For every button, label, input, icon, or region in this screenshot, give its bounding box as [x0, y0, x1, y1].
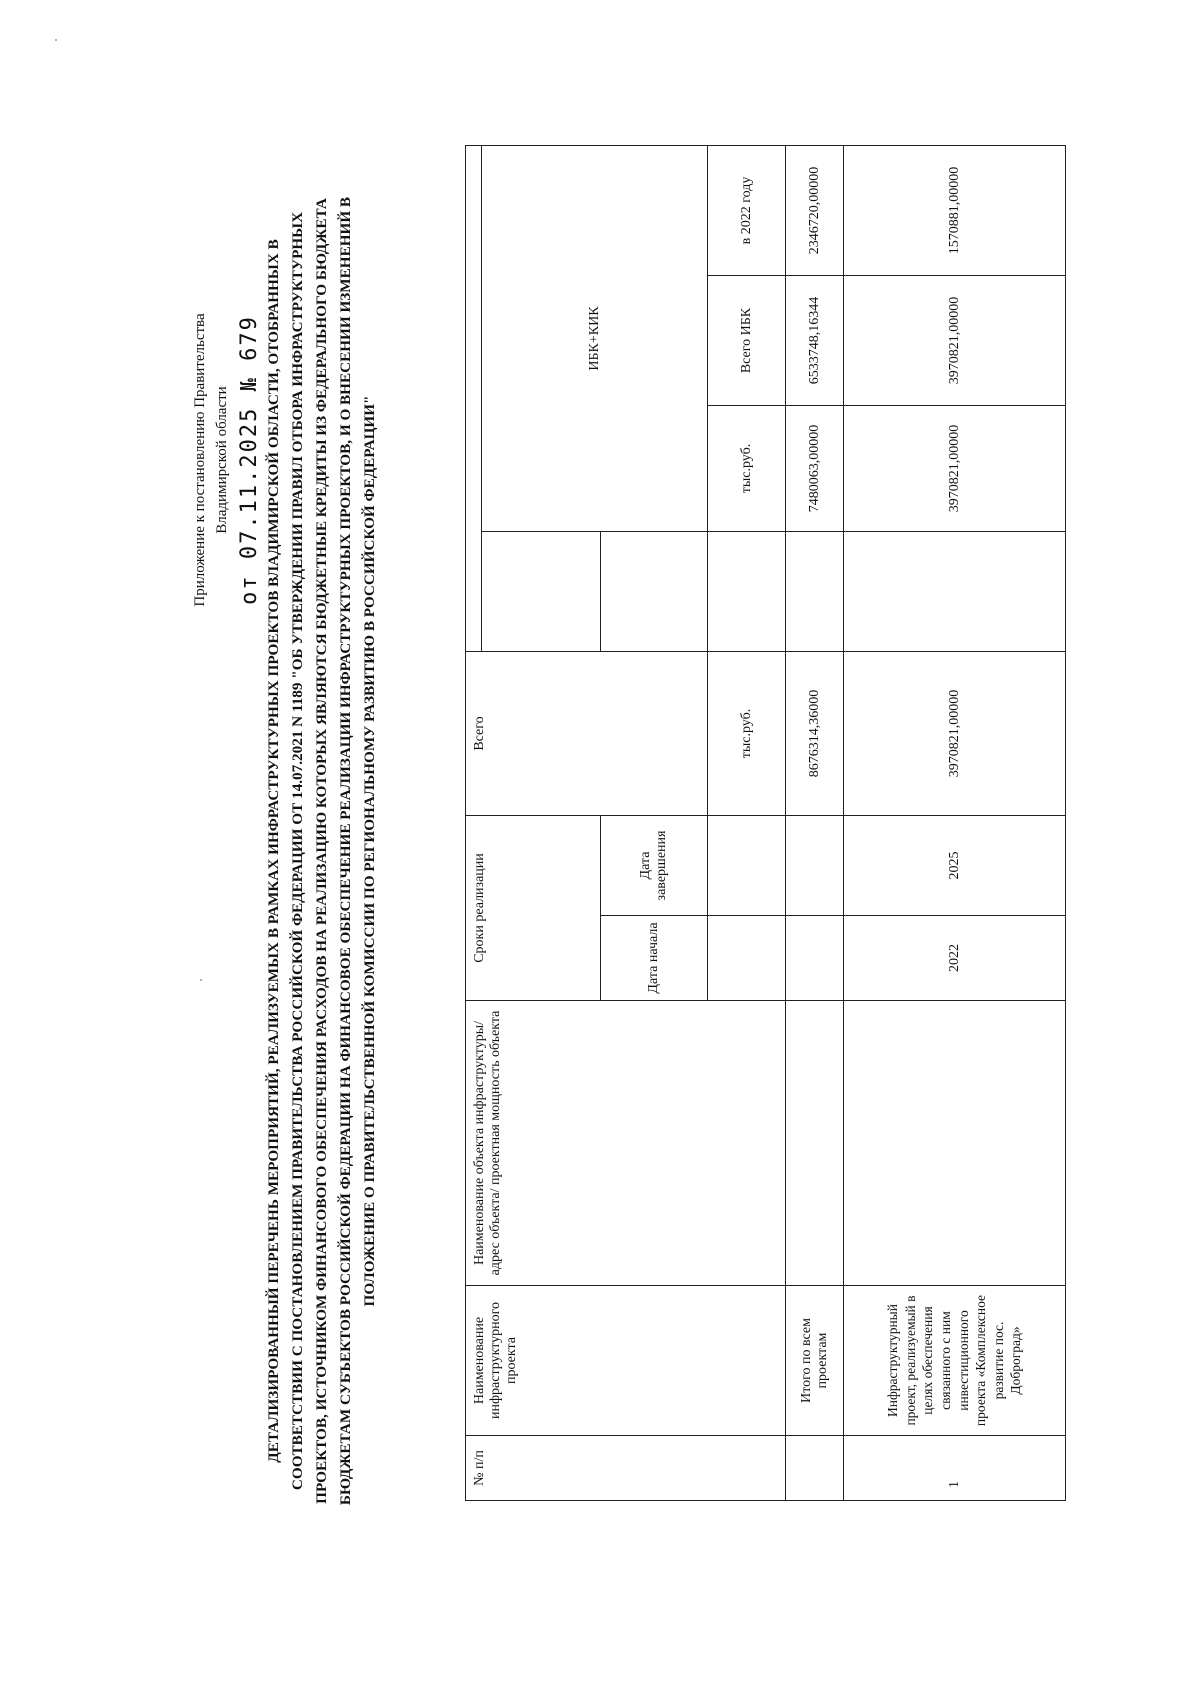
total-start — [786, 916, 844, 1001]
document-title: ДЕТАЛИЗИРОВАННЫЙ ПЕРЕЧЕНЬ МЕРОПРИЯТИЙ, РЕАЛИЗУЕМЫХ В РАМКАХ ИНФРАСТРУКТУРНЫХ ПРОЕКТОВ ВЛАДИМИРСКОЙ ОБЛАСТИ, ОТОБРАННЫХ В СООТВЕТСТВИИ С ПОСТАНОВЛЕНИЕМ ПРАВИТЕЛЬСТВА РОССИЙСКОЙ ФЕДЕРАЦИИ ОТ 14.07.2021 N 1189 "ОБ УТВЕРЖДЕНИИ ПРАВИЛ ОТБОРА ИНФРАСТРУКТУРНЫХ ПРОЕКТОВ, ИСТОЧНИКОМ ФИНАНСОВОГО ОБЕСПЕЧЕНИЯ РАСХОДОВ НА РЕАЛИЗАЦИЮ КОТОРЫХ ЯВЛЯЮТСЯ БЮДЖЕТНЫЕ КРЕДИТЫ ИЗ ФЕДЕРАЛЬНОГО БЮДЖЕТА БЮДЖЕТАМ СУБЪЕКТОВ РОССИЙСКОЙ ФЕДЕРАЦИИ НА ФИНАНСОВОЕ ОБЕСПЕЧЕНИЕ РЕАЛИЗАЦИИ ИНФРАСТРУКТУРНЫХ ПРОЕКТОВ, И О ВНЕСЕНИИ ИЗМЕНЕНИЙ В ПОЛОЖЕНИЕ О ПРАВИТЕЛЬСТВЕННОЙ КОМИССИИ ПО РЕГИОНАЛЬНОМУ РАЗВИТИЮ В РОССИЙСКОЙ ФЕДЕРАЦИИ" — [265, 196, 379, 1506]
row-ibk-kik: 3970821,00000 — [844, 406, 1066, 532]
table-row-total — [786, 146, 844, 1501]
row-total: 3970821,00000 — [844, 652, 1066, 816]
header-year-2022: в 2022 году — [708, 146, 786, 276]
total-object — [786, 1001, 844, 1286]
row-project-name: Инфраструктурный проект, реализуемый в целях обеспечения связанного с ним инвестиционного проекта «Комплексное развитие пос. Доброград» — [844, 1286, 1066, 1436]
header-project-name: Наименование инфраструктурного проекта — [466, 1286, 786, 1436]
total-label: Итого по всем проектам — [786, 1286, 844, 1436]
row-object-name — [844, 1001, 1066, 1286]
row-ibk-total: 3970821,00000 — [844, 276, 1066, 406]
header-num: № п/п — [466, 1436, 786, 1501]
row-end: 2025 — [844, 816, 1066, 916]
header-ibk-kik: ИБК+КИК — [482, 146, 708, 532]
total-blank — [786, 532, 844, 652]
total-total: 8676314,36000 — [786, 652, 844, 816]
row-blank — [844, 532, 1066, 652]
header-blank-left-3 — [708, 532, 786, 652]
header-blank-left — [482, 532, 601, 652]
header-terms: Сроки реализации — [466, 816, 601, 1001]
row-start: 2022 — [844, 916, 1066, 1001]
header-start-date: Дата начала — [601, 916, 708, 1001]
header-date-cell-1 — [708, 916, 786, 1001]
projects-table — [465, 145, 1066, 1501]
total-num — [786, 1436, 844, 1501]
header-total: Всего — [466, 652, 708, 816]
header-date-cell-2 — [708, 816, 786, 916]
header-unit-total: тыс.руб. — [708, 652, 786, 816]
header-blank-left-2 — [601, 532, 708, 652]
appendix-line-2: Владимирской области — [213, 386, 230, 534]
total-end — [786, 816, 844, 916]
header-unit-ibk-kik: тыс.руб. — [708, 406, 786, 532]
scan-speck — [55, 39, 57, 41]
total-year-2022: 2346720,00000 — [786, 146, 844, 276]
header-blank-band — [466, 146, 482, 652]
total-ibk-total: 6533748,16344 — [786, 276, 844, 406]
table-header-row-1 — [466, 146, 482, 1501]
header-object-name: Наименование объекта инфраструктуры/ адрес объекта/ проектная мощность объекта — [466, 1001, 786, 1286]
header-ibk-total: Всего ИБК — [708, 276, 786, 406]
appendix-line-1: Приложение к постановлению Правительства — [192, 313, 208, 607]
appendix-note — [190, 220, 265, 700]
row-year-2022: 1570881,00000 — [844, 146, 1066, 276]
scan-speck — [200, 979, 202, 981]
total-ibk-kik: 7480063,00000 — [786, 406, 844, 532]
appendix-date-number: от 07.11.2025 № 679 — [236, 315, 262, 605]
table-row — [844, 146, 1066, 1501]
header-end-date: Дата завершения — [601, 816, 708, 916]
row-num: 1 — [844, 1436, 1066, 1501]
